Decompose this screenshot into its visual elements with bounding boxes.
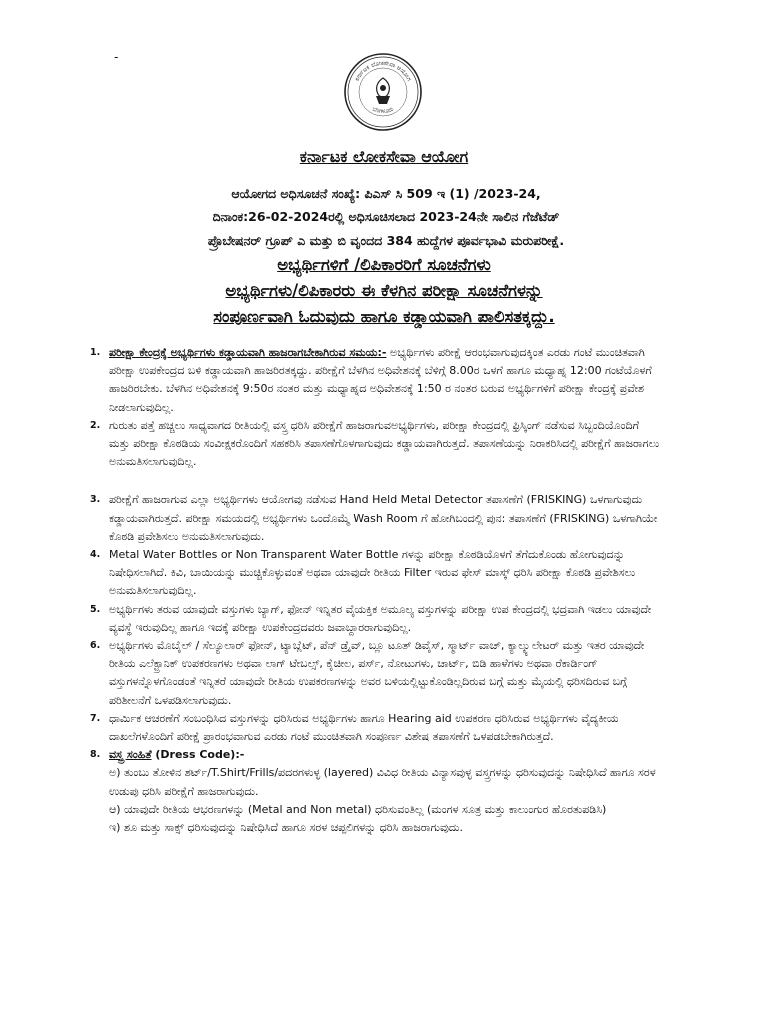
item-number: 6. [90,640,101,652]
seal-bottom-text: ಬೆಂಗಳೂರು [371,105,395,116]
dress-code-sub-a: ಅ) ತುಂಬು ತೋಳಿನ ಶರ್ಟ್/T.Shirt/Frills/ಪದರಗಳುಳ್ಳ (layered) ವಿವಿಧ ರೀತಿಯ ವಿನ್ಯಾಸವುಳ್ಳ ವಸ್ತ್ರಗಳನ್ನು ಧರಿಸುವುದನ್ನು ನಿಷೇಧಿಸಿದೆ ಹಾಗೂ ಸರಳ ಉಡುಪು ಧರಿಸಿ ಪರೀಕ್ಷೆಗೆ ಹಾಜರಾಗುವುದು. [109,766,656,798]
svg-text:ಬೆಂಗಳೂರು [371,106,394,116]
item-text: ಗುರುತು ಪತ್ತೆ ಹಚ್ಚಲು ಸಾಧ್ಯವಾಗದ ರೀತಿಯಲ್ಲಿ ವಸ್ತ್ರ ಧರಿಸಿ ಪರೀಕ್ಷೆಗೆ ಹಾಜರಾಗುವಅಭ್ಯರ್ಥಿಗಳು, ಪರೀಕ್ಷಾ ಕೇಂದ್ರದಲ್ಲಿ ಫ್ರಿಸ್ಕಿಂಗ್ ನಡೆಸುವ ಸಿಬ್ಬಂದಿಯೊಂದಿಗೆ ಮತ್ತು ಪರೀಕ್ಷಾ ಕೊಠಡಿಯ ಸಂವೀಕ್ಷಕರೊಂದಿಗೆ ಸಹಕರಿಸಿ ತಪಾಸಣೆಗೊಳಗಾಗುವುದು ಕಡ್ಡಾಯವಾಗಿರುತ್ತದೆ. ತಪಾಸಣೆಯನ್ನು ನಿರಾಕರಿಸಿದಲ್ಲಿ ಪರೀಕ್ಷೆಗೆ ಹಾಜರಾಗಲು ಅನುಮತಿಸಲಾಗುವುದಿಲ್ಲ. [109,418,660,469]
item-number: 5. [90,603,101,615]
item-text: ಅಭ್ಯರ್ಥಿಗಳು ತರುವ ಯಾವುದೇ ವಸ್ತುಗಳು ಬ್ಯಾಗ್, ಫೋನ್ ಇನ್ನಿತರ ವೈಯಕ್ತಿಕ ಅಮೂಲ್ಯ ವಸ್ತುಗಳನ್ನು ಪರೀಕ್ಷಾ ಉಪ ಕೇಂದ್ರದಲ್ಲಿ ಭದ್ರವಾಗಿ ಇಡಲು ಯಾವುದೇ ವ್ಯವಸ್ಥೆ ಇರುವುದಿಲ್ಲ ಹಾಗೂ ಇದಕ್ಕೆ ಪರೀಕ್ಷಾ ಉಪಕೇಂದ್ರದವರು ಜವಾಬ್ದಾರರಾಗುವುದಿಲ್ಲ. [109,602,652,634]
item-number: 4. [90,549,101,561]
list-item-8 [90,746,660,837]
instructions-intro-line1: ಅಭ್ಯರ್ಥಿಗಳು/ಲಿಪಿಕಾರರು ಈ ಕೆಳಗಿನ ಪರೀಕ್ಷಾ ಸೂಚನೆಗಳನ್ನು [225,281,543,300]
item-heading: ಪರೀಕ್ಷಾ ಕೇಂದ್ರಕ್ಕೆ ಅಭ್ಯರ್ಥಿಗಳು ಕಡ್ಡಾಯವಾಗಿ ಹಾಜರಾಗಬೇಕಾಗಿರುವ ಸಮಯ:- [109,346,387,359]
item-text: ಪರೀಕ್ಷೆಗೆ ಹಾಜರಾಗುವ ಎಲ್ಲಾ ಅಭ್ಯರ್ಥಿಗಳು ಆಯೋಗವು ನಡೆಸುವ Hand Held Metal Detector ತಪಾಸಣೆಗೆ (FRISKING) ಒಳಗಾಗುವುದು ಕಡ್ಡಾಯವಾಗಿರುತ್ತದೆ. ಪರೀಕ್ಷಾ ಸಮಯದಲ್ಲಿ ಅಭ್ಯರ್ಥಿಗಳು ಒಂದೊಮ್ಮೆ Wash Room ಗೆ ಹೋಗಿಬಂದಲ್ಲಿ ಪುನ: ತಪಾಸಣೆಗೆ (FRISKING) ಒಳಗಾಗಿಯೇ ಕೊಠಡಿ ಪ್ರವೇಶಿಸಲು ಅನುಮತಿಸಲಾಗುವುದು. [109,493,658,543]
instructions-intro-line2: ಸಂಪೂರ್ಣವಾಗಿ ಓದುವುದು ಹಾಗೂ ಕಡ್ಡಾಯವಾಗಿ ಪಾಲಿಸತಕ್ಕದ್ದು. [213,307,555,326]
kpsc-seal-logo [343,52,423,132]
page-mark: - [114,50,119,64]
list-item-1 [90,344,660,417]
item-text: ಧಾರ್ಮಿಕ ಆಚರಣೆಗೆ ಸಂಬಂಧಿಸಿದ ವಸ್ತುಗಳನ್ನು ಧರಿಸಿರುವ ಅಭ್ಯರ್ಥಿಗಳು ಹಾಗೂ Hearing aid ಉಪಕರಣ ಧರಿಸಿರುವ ಅಭ್ಯರ್ಥಿಗಳು ವೈದ್ಯಕೀಯ ದಾಖಲೆಗಳೊಂದಿಗೆ ಪರೀಕ್ಷೆ ಪ್ರಾರಂಭವಾಗುವ ಎರಡು ಗಂಟೆ ಮುಂಚಿತವಾಗಿ ಸಂಪೂರ್ಣ ವಿಶೇಷ ತಪಾಸಣೆಗೆ ಒಳಪಡಬೇಕಾಗಿರುತ್ತದೆ. [109,711,619,744]
instructions-subtitle: ಅಭ್ಯರ್ಥಿಗಳಿಗೆ /ಲಿಪಿಕಾರರಿಗೆ ಸೂಚನೆಗಳು [277,255,491,274]
item-number: 1. [90,347,101,358]
instructions-list [90,344,660,837]
item-text: ಅಭ್ಯರ್ಥಿಗಳು ಮೊಬೈಲ್ / ಸೆಲ್ಯೂಲಾರ್ ಫೋನ್, ಟ್ಯಾಬ್ಲೆಟ್, ಪೆನ್ ಡ್ರೈವ್, ಬ್ಲೂ ಟೂತ್ ಡಿವೈಸ್, ಸ್ಮಾರ್ಟ್ ವಾಚ್, ಕ್ಯಾಲ್ಕ್ಯುಲೇಟರ್ ಮತ್ತು ಇತರ ಯಾವುದೇ ರೀತಿಯ ಎಲೆಕ್ಟ್ರಾನಿಕ್ ಉಪಕರಣಗಳು ಅಥವಾ ಲಾಗ್ ಟೇಬಲ್ಸ್, ಕೈಚೀಲ, ಪರ್ಸ್, ನೋಟುಗಳು, ಚಾರ್ಟ್, ಬಿಡಿ ಹಾಳೆಗಳು ಅಥವಾ ರೆಕಾರ್ಡಿಂಗ್ ವಸ್ತುಗಳನ್ನೊಳಗೊಂಡಂತೆ ಇನ್ನಿತರೆ ಯಾವುದೇ ರೀತಿಯ ಉಪಕರಣಗಳನ್ನು ಅವರ ಬಳಿಯಲ್ಲಿಟ್ಟುಕೊಂಡಿಲ್ಲದಿರುವ ಬಗ್ಗೆ ಮತ್ತು ಮೈಯಲ್ಲಿ ಧರಿಸದಿರುವ ಬಗ್ಗೆ ಪರಿಶೀಲನೆಗೆ ಒಳಪಡಿಸಲಾಗುವುದು. [109,639,645,707]
dress-code-sub-c: ಇ) ಶೂ ಮತ್ತು ಸಾಕ್ಸ್ ಧರಿಸುವುದನ್ನು ನಿಷೇಧಿಸಿದೆ ಹಾಗೂ ಸರಳ ಚಪ್ಪಲಿಗಳನ್ನು ಧರಿಸಿ ಹಾಜರಾಗುವುದು. [109,821,464,835]
list-item-3 [90,491,660,546]
seal-top-text: ಕರ್ನಾಟಕ ಲೋಕಸೇವಾ ಆಯೋಗ [353,59,413,83]
list-item-2 [90,417,660,472]
item-number: 8. [90,749,101,761]
item-number: 2. [90,419,101,431]
item-number: 3. [90,494,101,506]
list-item-4 [90,546,660,601]
item-number: 7. [90,712,101,724]
list-item-6 [90,637,660,710]
svg-text:ಕರ್ನಾಟಕ ಲೋಕಸೇವಾ ಆಯೋಗ [354,60,413,83]
item-text: Metal Water Bottles or Non Transparent Water Bottle ಗಳನ್ನು ಪರೀಕ್ಷಾ ಕೊಠಡಿಯೊಳಗೆ ತೆಗೆದುಕೊಂಡು ಹೋಗುವುದನ್ನು ನಿಷೇಧಿಸಲಾಗಿದೆ. ಕಿವಿ, ಬಾಯಿಯನ್ನು ಮುಚ್ಚಿಕೊಳ್ಳುವಂತೆ ಅಥವಾ ಯಾವುದೇ ರೀತಿಯ Filter ಇರುವ ಫೇಸ್ ಮಾಸ್ಕ್ ಧರಿಸಿ ಪರೀಕ್ಷಾ ಕೊಠಡಿ ಪ್ರವೇಶಿಸಲು ಅನುಮತಿಸಲಾಗುವುದಿಲ್ಲ. [109,548,636,598]
item-heading-tail: (Dress Code):- [151,748,245,762]
list-item-7 [90,710,660,746]
item-heading: ವಸ್ತ್ರ ಸಂಹಿತೆ [109,748,152,762]
page-title: ಕರ್ನಾಟಕ ಲೋಕಸೇವಾ ಆಯೋಗ [299,147,469,166]
item-text: ಅಭ್ಯರ್ಥಿಗಳು ಪರೀಕ್ಷೆ ಆರಂಭವಾಗುವುದಕ್ಕಿಂತ ಎರಡು ಗಂಟೆ ಮುಂಚಿತವಾಗಿ ಪರೀಕ್ಷಾ ಉಪಕೇಂದ್ರದ ಬಳಿ ಕಡ್ಡಾಯವಾಗಿ ಹಾಜರಿರತಕ್ಕದ್ದು. ಪರೀಕ್ಷೆಗೆ ಬೆಳಗಿನ ಅಧಿವೇಶನಕ್ಕೆ ಬೆಳಿಗ್ಗೆ 8.00ರ ಒಳಗೆ ಹಾಗೂ ಮಧ್ಯಾಹ್ನ 12:00 ಗಂಟೆಯೊಳಗೆ ಹಾಜರಿರಬೇಕು. ಬೆಳಗಿನ ಅಧಿವೇಶನಕ್ಕೆ 9:50ರ ನಂತರ ಮತ್ತು ಮಧ್ಯಾಹ್ನದ ಅಧಿವೇಶನಕ್ಕೆ 1:50 ರ ನಂತರ ಬರುವ ಅಭ್ಯರ್ಥಿಗಳಿಗೆ ಪರೀಕ್ಷಾ ಕೇಂದ್ರಕ್ಕೆ ಪ್ರವೇಶ ನೀಡಲಾಗುವುದಿಲ್ಲ. [109,346,652,414]
list-item-5 [90,601,660,637]
notification-date: ದಿನಾಂಕ:26-02-2024ರಲ್ಲಿ ಅಧಿಸೂಚಿಸಲಾದ 2023-24ನೇ ಸಾಲಿನ ಗೆಜೆಟೆಡ್ [212,209,560,224]
exam-description: ಪ್ರೊಬೇಷನರ್ ಗ್ರೂಪ್ ಎ ಮತ್ತು ಬಿ ವೃಂದದ 384 ಹುದ್ದೆಗಳ ಪೂರ್ವಭಾವಿ ಮರುಪರೀಕ್ಷೆ. [207,233,565,248]
dress-code-sub-b: ಆ) ಯಾವುದೇ ರೀತಿಯ ಆಭರಣಗಳನ್ನು (Metal and Non metal) ಧರಿಸುವಂತಿಲ್ಲ (ಮಂಗಳ ಸೂತ್ರ ಮತ್ತು ಕಾಲುಂಗುರ ಹೊರತುಪಡಿಸಿ) [109,802,607,816]
notification-reference: ಆಯೋಗದ ಅಧಿಸೂಚನೆ ಸಂಖ್ಯೆ: ಪಿಎಸ್ ಸಿ 509 ಇ (1) /2023-24, [231,186,541,201]
